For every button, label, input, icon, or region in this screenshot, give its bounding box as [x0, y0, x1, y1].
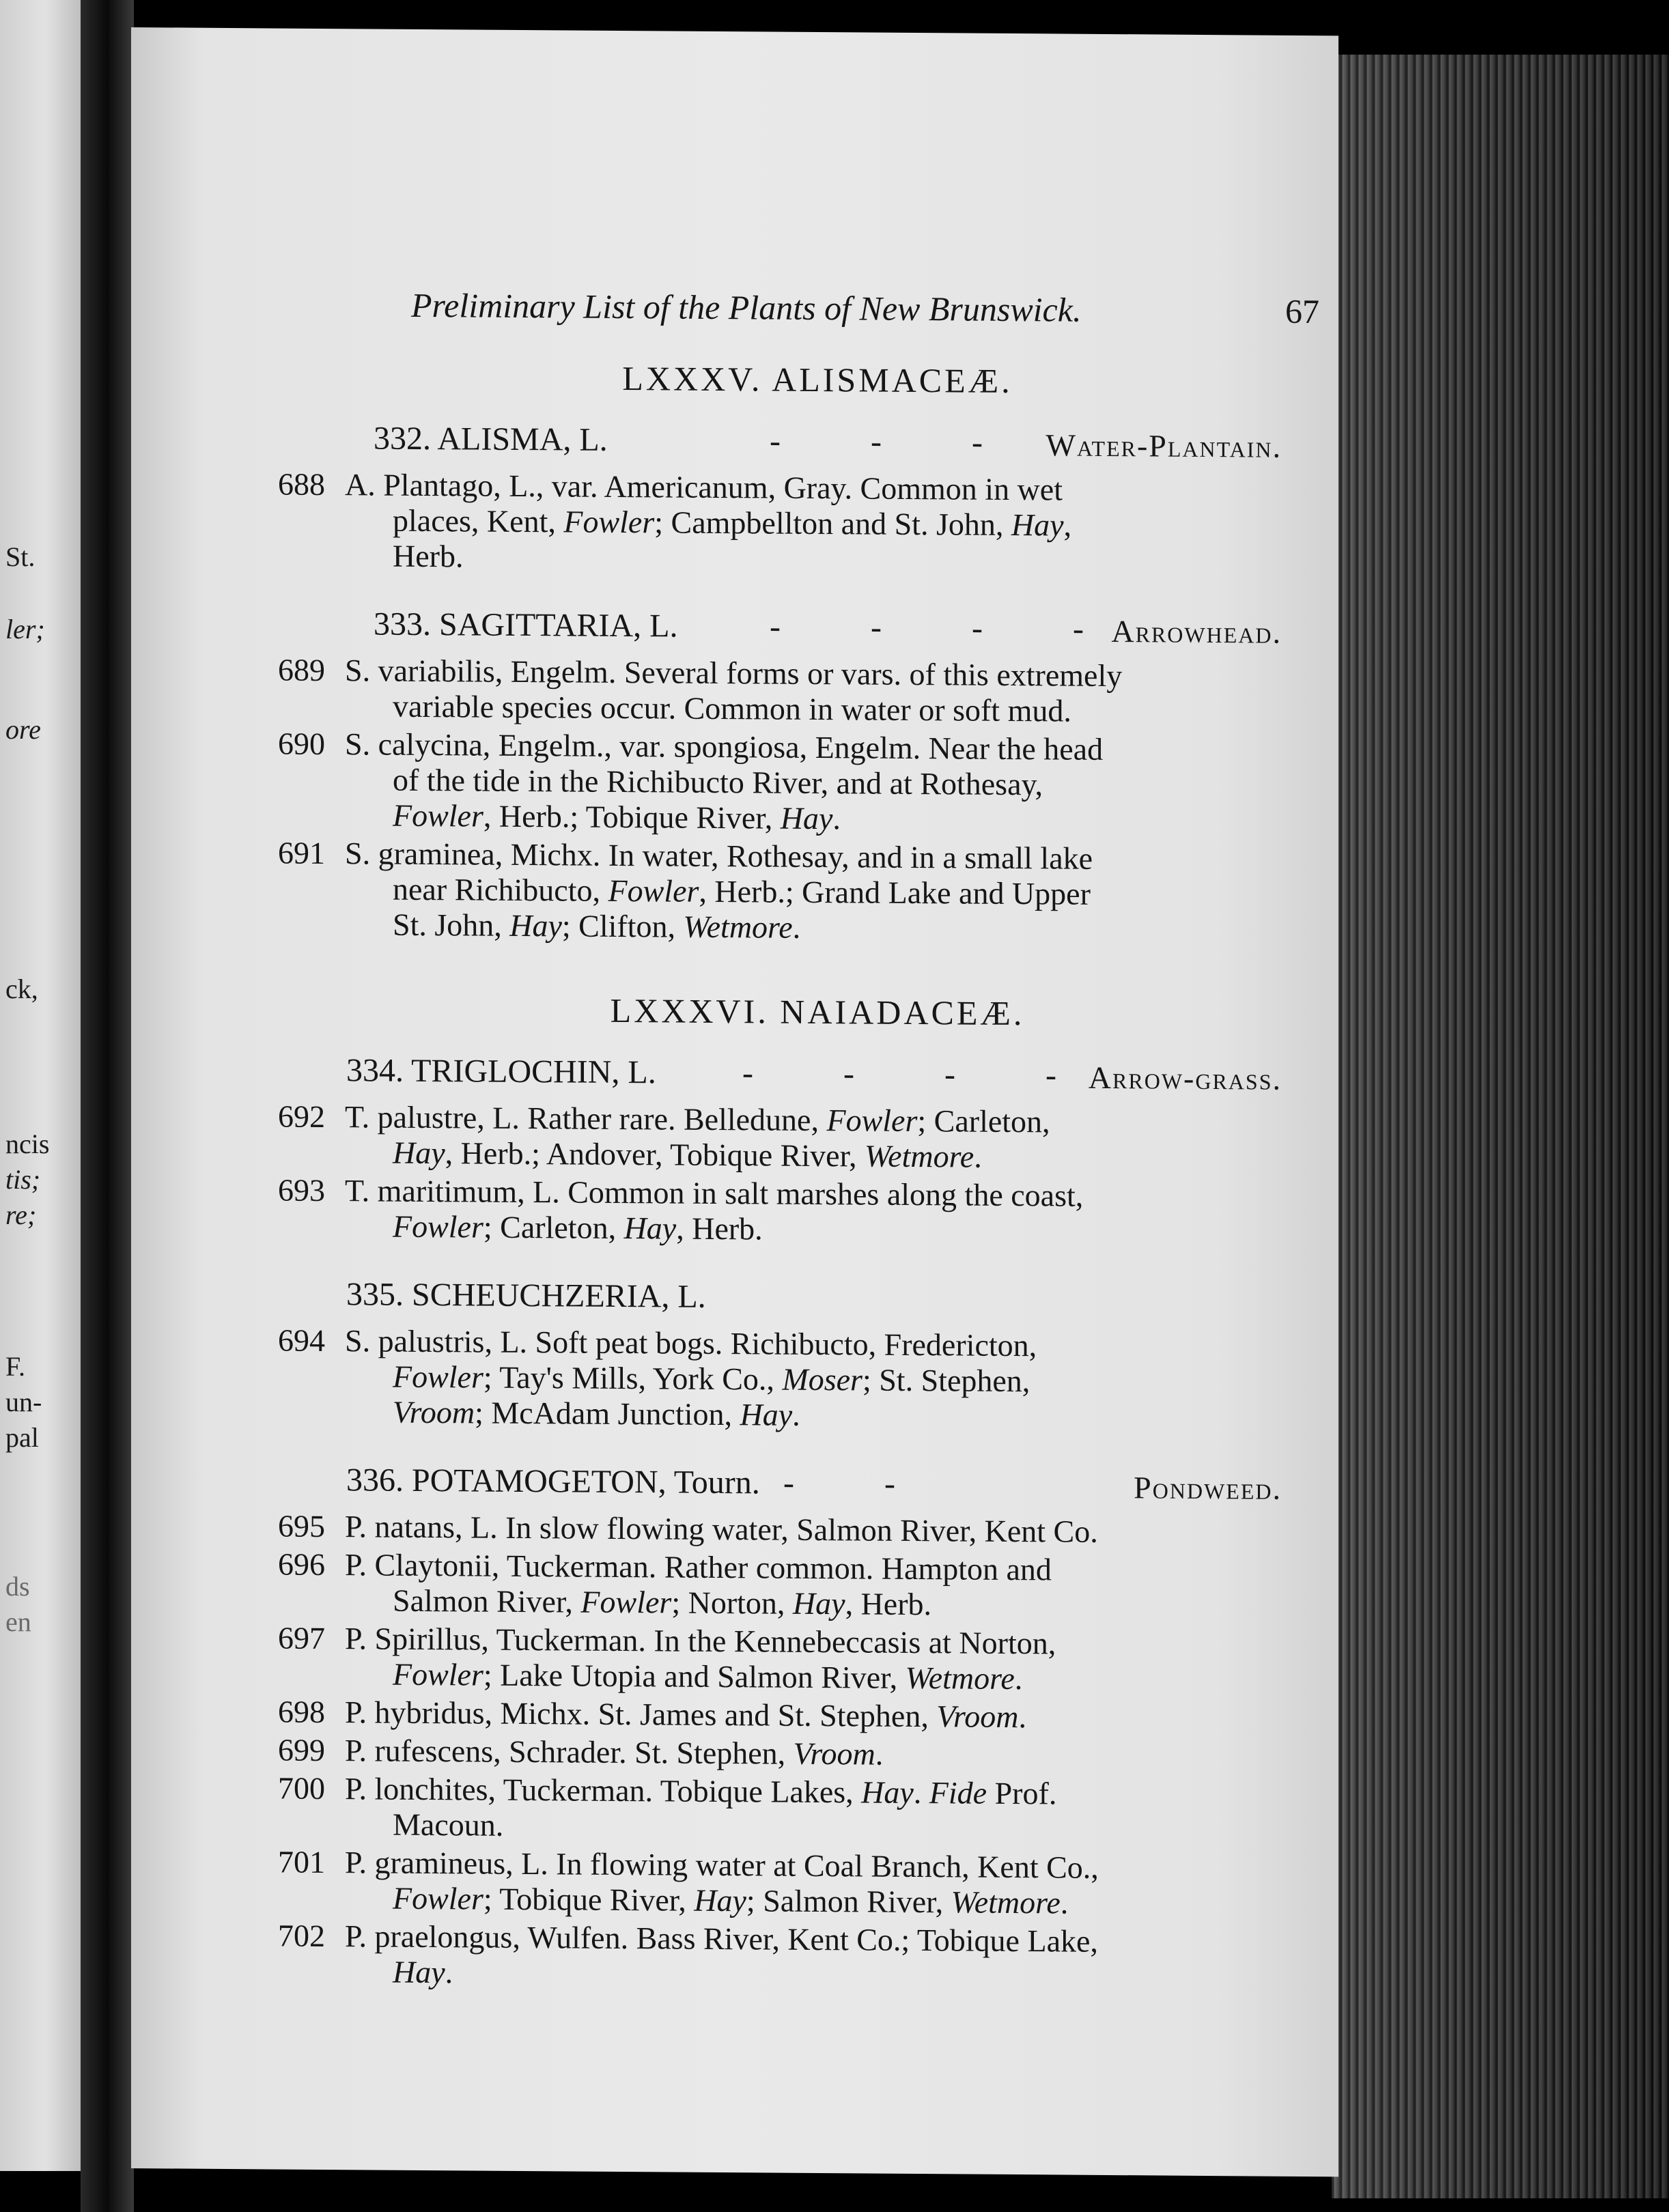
entry-line: S. calycina, Engelm., var. spongiosa, Engelm. Near the head [345, 726, 1104, 767]
entry-line: P. gramineus, L. In flowing water at Coal Branch, Kent Co., [345, 1845, 1099, 1885]
genus-common-name: Water-Plantain. [1046, 427, 1282, 464]
entry-number: 702 [278, 1918, 325, 1953]
collector-name: Vroom [936, 1699, 1019, 1735]
genus-name: 334. TRIGLOCHIN, L. [346, 1052, 656, 1091]
genus-name: 332. ALISMA, L. [374, 420, 608, 458]
collector-name: Fowler [393, 1208, 483, 1245]
collector-name: Fide [929, 1775, 987, 1811]
entry-number: 700 [278, 1770, 325, 1806]
right-page [131, 27, 1338, 2176]
genus-name: 333. SAGITTARIA, L. [374, 606, 678, 644]
collector-name: Hay [509, 907, 562, 944]
entry-line: T. palustre, L. Rather rare. Belledune, Fowler; Carleton, [345, 1099, 1050, 1139]
collector-name: Wetmore [683, 909, 793, 945]
entry-line: T. maritimum, L. Common in salt marshes along the coast, [345, 1173, 1084, 1213]
entry-line: of the tide in the Richibucto River, and at Rothesay, [393, 762, 1043, 802]
entry-number: 697 [278, 1620, 325, 1656]
running-head [411, 285, 1319, 331]
entry-number: 690 [278, 726, 325, 761]
entry-line: Hay. [393, 1954, 453, 1990]
page-number: 67 [1285, 292, 1319, 331]
collector-name: Wetmore [865, 1138, 974, 1174]
entry-line: St. John, Hay; Clifton, Wetmore. [393, 907, 801, 945]
species-entry [278, 1771, 1309, 1849]
entry-number: 698 [278, 1694, 325, 1729]
left-fragment: ck, [5, 974, 38, 1004]
entry-line: S. graminea, Michx. In water, Rothesay, and in a small lake [345, 836, 1093, 876]
entry-line: Macoun. [393, 1806, 504, 1843]
collector-name: Hay [393, 1135, 445, 1171]
collector-name: Wetmore [951, 1884, 1061, 1920]
species-entry [278, 1845, 1309, 1923]
spine-shadow [81, 0, 134, 2212]
species-entry [278, 1733, 1309, 1776]
genus-name: 336. POTAMOGETON, Tourn. [346, 1462, 760, 1501]
collector-name: Fowler [393, 797, 483, 834]
species-entry [278, 836, 1309, 950]
left-fragment: re; [5, 1200, 37, 1230]
entry-number: 694 [278, 1322, 325, 1358]
entry-line: P. praelongus, Wulfen. Bass River, Kent Co.; Tobique Lake, [345, 1918, 1098, 1959]
collector-name: Fowler [608, 873, 699, 909]
collector-name: Vroom [393, 1394, 475, 1430]
species-entry [278, 653, 1309, 731]
genus-leader-dashes: - - [783, 1464, 936, 1503]
page-block-edge [1332, 55, 1669, 2198]
entry-line: Fowler; Tay's Mills, York Co., Moser; St. Stephen, [393, 1359, 1030, 1399]
entry-line: Fowler; Carleton, Hay, Herb. [393, 1208, 763, 1247]
entry-number: 688 [278, 466, 325, 502]
species-entry [278, 1099, 1309, 1178]
collector-name: Wetmore [905, 1660, 1015, 1697]
genus-heading [346, 1275, 1309, 1324]
page-body [278, 356, 1309, 2000]
running-title: Preliminary List of the Plants of New Brunswick. [411, 285, 1082, 329]
collector-name: Vroom [793, 1735, 875, 1772]
entry-line: P. rufescens, Schrader. St. Stephen, Vroom. [345, 1733, 884, 1772]
left-fragment: ore [5, 714, 41, 745]
species-entry [278, 1621, 1309, 1699]
genus-common-name: Arrow-grass. [1088, 1060, 1282, 1096]
entry-number: 699 [278, 1732, 325, 1768]
left-fragment: un- [5, 1387, 42, 1417]
collector-name: Fowler [393, 1656, 483, 1692]
species-entry [278, 1509, 1309, 1552]
entry-line: Herb. [393, 538, 464, 574]
collector-name: Hay [1011, 507, 1064, 543]
collector-name: Fowler [393, 1359, 483, 1395]
entry-number: 701 [278, 1844, 325, 1880]
entry-number: 696 [278, 1546, 325, 1582]
left-fragment: ler; [5, 614, 45, 644]
collector-name: Fowler [826, 1103, 918, 1139]
entry-line: Vroom; McAdam Junction, Hay. [393, 1394, 800, 1432]
species-entry [278, 1695, 1309, 1738]
left-fragment: ds [5, 1571, 30, 1602]
left-fragment: en [5, 1606, 31, 1637]
entry-line: P. hybridus, Michx. St. James and St. Stephen, Vroom. [345, 1695, 1026, 1735]
entry-line: S. variabilis, Engelm. Several forms or vars. of this extremely [345, 653, 1123, 694]
collector-name: Hay [792, 1585, 845, 1621]
entry-line: A. Plantago, L., var. Americanum, Gray. Common in wet [345, 467, 1063, 507]
collector-name: Hay [780, 800, 833, 836]
collector-name: Hay [694, 1882, 746, 1918]
collector-name: Fowler [393, 1880, 483, 1916]
collector-name: Fowler [580, 1584, 672, 1620]
entry-line: variable species occur. Common in water or soft mud. [393, 688, 1071, 728]
left-fragment: tis; [5, 1164, 41, 1195]
genus-leader-dashes: - - - - [770, 608, 1125, 648]
species-entry [278, 726, 1309, 840]
left-fragment: F. [5, 1351, 26, 1382]
entry-line: Fowler; Lake Utopia and Salmon River, Wetmore. [393, 1656, 1023, 1697]
species-entry [278, 1173, 1309, 1251]
collector-name: Fowler [563, 504, 655, 540]
left-fragment: St. [5, 541, 36, 572]
entry-line: places, Kent, Fowler; Campbellton and St. John, Hay, [393, 502, 1071, 543]
genus-leader-dashes: - - - - [742, 1055, 1097, 1094]
section-gap [278, 945, 1309, 996]
genus-common-name: Arrowhead. [1111, 614, 1282, 650]
entry-line: Fowler; Tobique River, Hay; Salmon River, Wetmore. [393, 1880, 1069, 1920]
genus-heading [346, 1051, 1309, 1101]
entry-number: 693 [278, 1172, 325, 1208]
genus-leader-dashes: - - - [770, 423, 1024, 462]
collector-name: Hay [740, 1397, 793, 1432]
collector-name: Hay [393, 1954, 445, 1990]
family-heading: LXXXVI. NAIADACEÆ. [610, 991, 1025, 1033]
species-entry [278, 1323, 1309, 1437]
left-page-edge [0, 0, 82, 2171]
entry-line: near Richibucto, Fowler, Herb.; Grand Lake and Upper [393, 871, 1091, 911]
collector-name: Hay [861, 1774, 914, 1810]
entry-line: P. lonchites, Tuckerman. Tobique Lakes, Hay. Fide Prof. [345, 1771, 1057, 1811]
entry-line: S. palustris, L. Soft peat bogs. Richibucto, Fredericton, [345, 1323, 1037, 1363]
species-entry [278, 1547, 1309, 1626]
genus-heading [374, 605, 1309, 654]
entry-number: 689 [278, 652, 325, 687]
collector-name: Moser [782, 1361, 862, 1398]
entry-number: 695 [278, 1508, 325, 1544]
entry-line: Salmon River, Fowler; Norton, Hay, Herb. [393, 1583, 932, 1622]
entry-line: Hay, Herb.; Andover, Tobique River, Wetmore. [393, 1135, 982, 1174]
entry-number: 692 [278, 1098, 325, 1134]
entry-number: 691 [278, 835, 325, 870]
genus-common-name: Pondweed. [1134, 1470, 1282, 1506]
collector-name: Hay [623, 1210, 677, 1246]
left-fragment: pal [5, 1422, 39, 1453]
left-fragment: ncis [5, 1129, 50, 1159]
family-heading: LXXXV. ALISMACEÆ. [622, 359, 1013, 401]
genus-heading [346, 1461, 1309, 1510]
genus-heading [374, 419, 1309, 468]
entry-line: P. natans, L. In slow flowing water, Salmon River, Kent Co. [345, 1509, 1098, 1549]
entry-line: Fowler, Herb.; Tobique River, Hay. [393, 797, 841, 836]
genus-name: 335. SCHEUCHZERIA, L. [346, 1276, 706, 1315]
species-entry [278, 1918, 1309, 1997]
species-entry [278, 467, 1309, 581]
entry-line: P. Claytonii, Tuckerman. Rather common. Hampton and [345, 1547, 1052, 1587]
entry-line: P. Spirillus, Tuckerman. In the Kennebeccasis at Norton, [345, 1621, 1056, 1661]
